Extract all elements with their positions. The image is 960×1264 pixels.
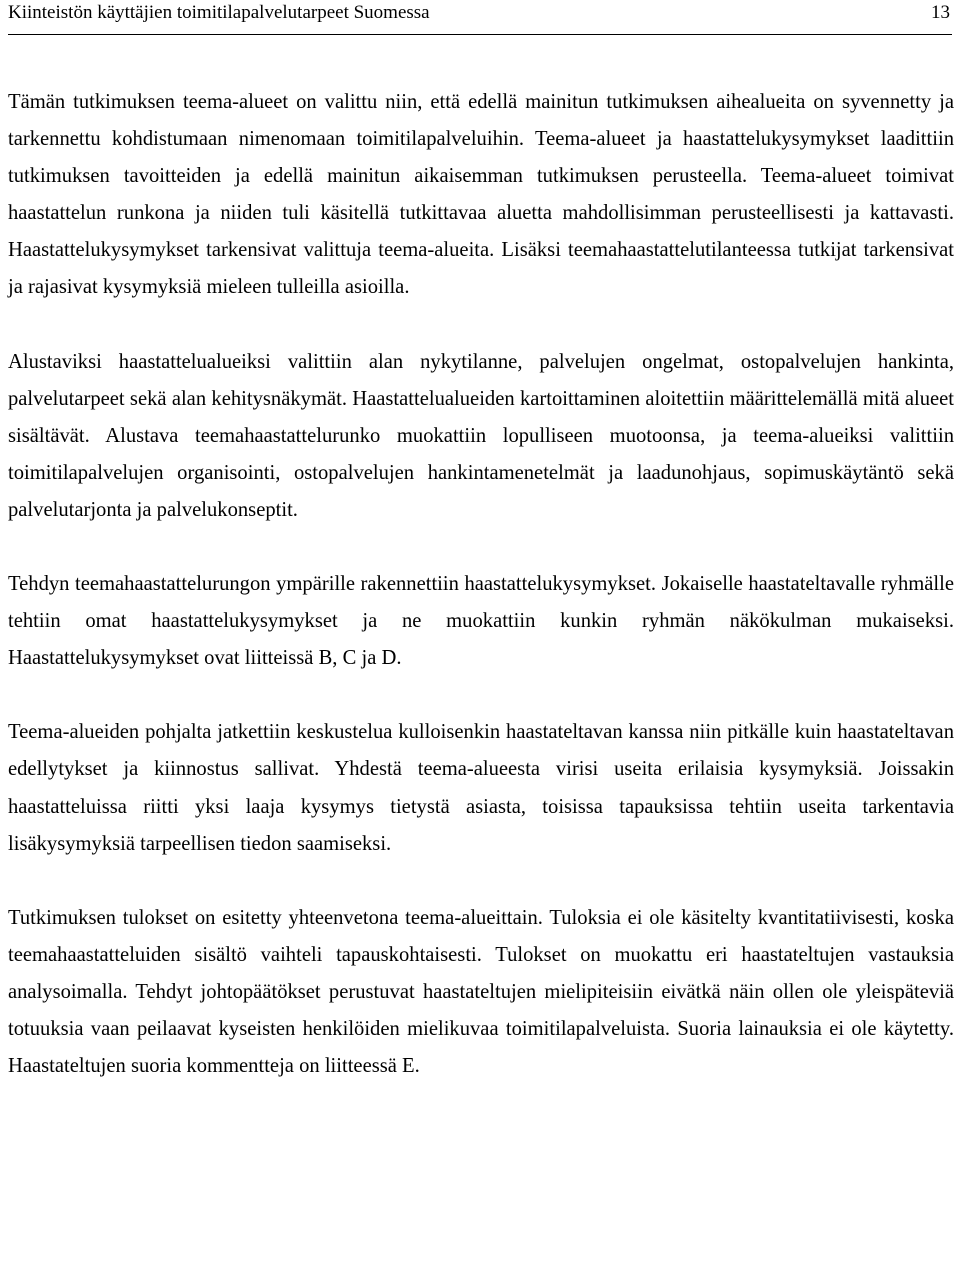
- paragraph: Alustaviksi haastattelualueiksi valittiin alan nykytilanne, palvelujen ongelmat, ostopalvelujen hankinta, palvelutarpeet sekä alan kehitysnäkymät. Haastattelualueiden kartoittaminen aloitettiin määrittelemällä mitä alueet sisältävät. Alustava teemahaastattelurunko muokattiin lopulliseen muotoonsa, ja teema-alueiksi valittiin toimitilapalvelujen organisointi, ostopalvelujen hankintamenetelmät ja laadunohjaus, sopimuskäytäntö sekä palvelutarjonta ja palvelukonseptit.: [8, 350, 954, 521]
- body-text: [8, 84, 954, 1122]
- paragraph: Tämän tutkimuksen teema-alueet on valittu niin, että edellä mainitun tutkimuksen aihealueita on syvennetty ja tarkennettu kohdistumaan nimenomaan toimitilapalveluihin. Teema-alueet ja haastattelukysymykset laadittiin tutkimuksen tavoitteiden ja edellä mainitun aikaisemman tutkimuksen perusteella. Teema-alueet toimivat haastattelun runkona ja niiden tuli käsitellä tutkittavaa aluetta mahdollisimman perusteellisesti ja kattavasti. Haastattelukysymykset tarkensivat valittuja teema-alueita. Lisäksi teemahaastattelutilanteessa tutkijat tarkensivat ja rajasivat kysymyksiä mieleen tulleilla asioilla.: [8, 91, 954, 299]
- paragraph: Teema-alueiden pohjalta jatkettiin keskustelua kulloisenkin haastateltavan kanssa niin pitkälle kuin haastateltavan edellytykset ja kiinnostus sallivat. Yhdestä teema-alueesta virisi useita erilaisia kysymyksiä. Joissakin haastatteluissa riitti yksi laaja kysymys tietystä asiasta, toisissa tapauksissa tehtiin useita tarkentavia lisäkysymyksiä tarpeellisen tiedon saamiseksi.: [8, 721, 954, 855]
- page-number: 13: [931, 2, 950, 23]
- paragraph: Tutkimuksen tulokset on esitetty yhteenvetona teema-alueittain. Tuloksia ei ole käsitelty kvantitatiivisesti, koska teemahaastatteluiden sisältö vaihteli tapauskohtaisesti. Tulokset on muokattu eri haastateltujen vastauksia analysoimalla. Tehdyt johtopäätökset perustuvat haastateltujen mielipiteisiin eivätkä näin ollen ole yleispäteviä totuuksia vaan peilaavat kyseisten henkilöiden mielikuvaa toimitilapalveluista. Suoria lainauksia ei ole käytetty. Haastateltujen suoria kommentteja on liitteessä E.: [8, 906, 954, 1078]
- running-title: Kiinteistön käyttäjien toimitilapalvelutarpeet Suomessa: [8, 2, 430, 23]
- page-header: [8, 0, 952, 35]
- paragraph: Tehdyn teemahaastattelurungon ympärille rakennettiin haastattelukysymykset. Jokaiselle haastateltavalle ryhmälle tehtiin omat haastattelukysymykset ja ne muokattiin kunkin ryhmän näkökulman mukaiseksi. Haastattelukysymykset ovat liitteissä B, C ja D.: [8, 573, 954, 670]
